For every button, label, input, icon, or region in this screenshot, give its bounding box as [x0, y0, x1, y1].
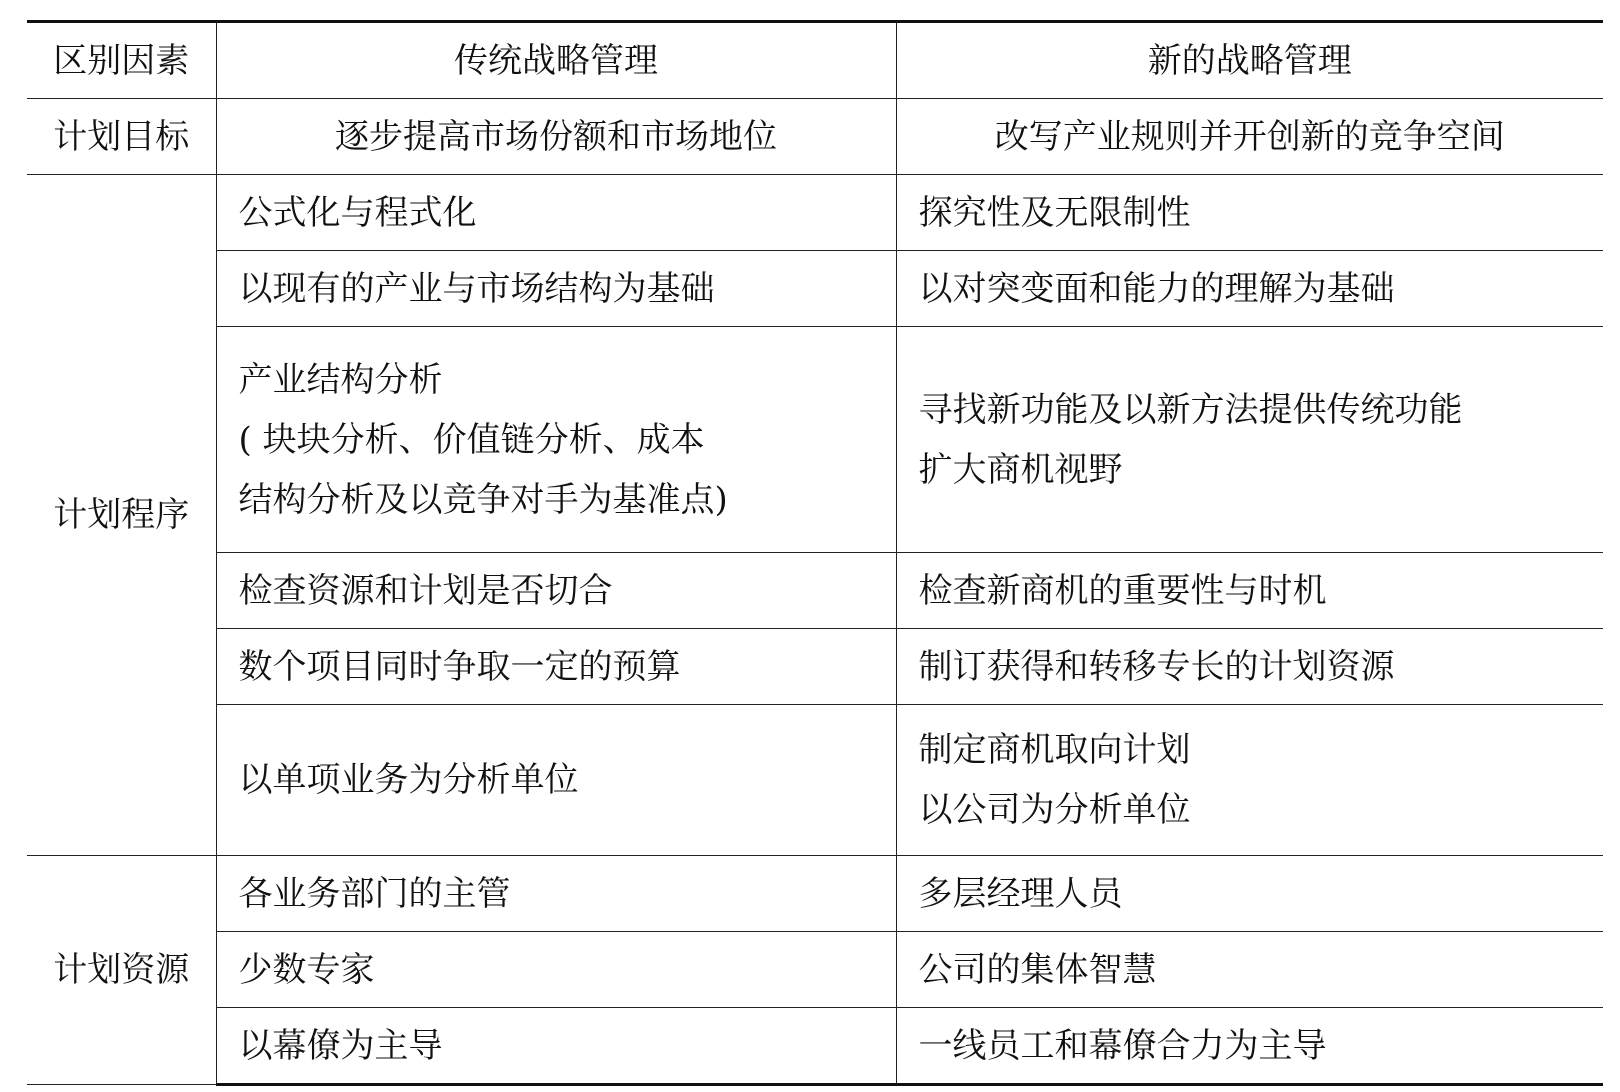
cell-line: 逐步提高市场份额和市场地位	[335, 116, 777, 157]
cell-line: 结构分析及以竞争对手为基准点)	[238, 479, 728, 520]
new-cell	[896, 175, 1603, 251]
cell-line: 以幕僚为主导	[238, 1025, 443, 1066]
new-cell	[896, 629, 1603, 705]
header-traditional: 传统战略管理	[216, 22, 896, 99]
cell-line: 公司的集体智慧	[918, 949, 1157, 990]
table-row	[27, 932, 1603, 1008]
traditional-cell	[216, 856, 896, 932]
table-row	[27, 99, 1603, 175]
new-cell	[896, 251, 1603, 327]
header-new: 新的战略管理	[896, 22, 1603, 99]
traditional-cell	[216, 629, 896, 705]
cell-line: 公式化与程式化	[238, 192, 477, 233]
cell-line: 以现有的产业与市场结构为基础	[238, 268, 715, 309]
cell-line: 以单项业务为分析单位	[238, 760, 579, 800]
cell-line: ( 块块分析、价值链分析、成本	[238, 419, 705, 460]
traditional-cell	[216, 251, 896, 327]
factor-resources: 计划资源	[27, 856, 216, 1085]
cell-line: 数个项目同时争取一定的预算	[238, 646, 681, 687]
new-cell	[896, 553, 1603, 629]
new-cell	[896, 856, 1603, 932]
cell-line: 寻找新功能及以新方法提供传统功能	[918, 389, 1463, 430]
cell-line: 扩大商机视野	[918, 449, 1123, 490]
cell-line: 以公司为分析单位	[918, 790, 1191, 830]
factor-goal: 计划目标	[27, 99, 216, 175]
cell-line: 一线员工和幕僚合力为主导	[918, 1025, 1327, 1066]
table-row	[27, 175, 1603, 251]
table-row	[27, 856, 1603, 932]
table-row	[27, 251, 1603, 327]
new-cell	[896, 705, 1603, 856]
traditional-cell	[216, 932, 896, 1008]
traditional-cell	[216, 553, 896, 629]
cell-line: 探究性及无限制性	[918, 192, 1191, 233]
table-row	[27, 629, 1603, 705]
new-cell	[896, 1008, 1603, 1085]
traditional-cell	[216, 99, 896, 175]
new-cell	[896, 932, 1603, 1008]
cell-line: 多层经理人员	[918, 873, 1123, 914]
cell-line: 检查资源和计划是否切合	[238, 570, 613, 611]
traditional-cell	[216, 705, 896, 856]
table-row	[27, 327, 1603, 553]
new-cell	[896, 327, 1603, 553]
traditional-cell	[216, 175, 896, 251]
factor-process: 计划程序	[27, 175, 216, 856]
cell-line: 产业结构分析	[238, 359, 443, 400]
cell-line: 检查新商机的重要性与时机	[918, 570, 1327, 611]
cell-line: 制定商机取向计划	[918, 730, 1191, 770]
cell-line: 制订获得和转移专长的计划资源	[918, 646, 1395, 687]
cell-line: 以对突变面和能力的理解为基础	[918, 268, 1395, 309]
header-row	[27, 22, 1603, 99]
traditional-cell	[216, 327, 896, 553]
table-row	[27, 1008, 1603, 1085]
table-row	[27, 705, 1603, 856]
new-cell	[896, 99, 1603, 175]
traditional-cell	[216, 1008, 896, 1085]
table-row	[27, 553, 1603, 629]
comparison-table	[27, 20, 1603, 1086]
header-factor: 区别因素	[27, 22, 216, 99]
cell-line: 各业务部门的主管	[238, 873, 511, 914]
cell-line: 改写产业规则并开创新的竞争空间	[994, 116, 1505, 157]
cell-line: 少数专家	[238, 949, 375, 990]
